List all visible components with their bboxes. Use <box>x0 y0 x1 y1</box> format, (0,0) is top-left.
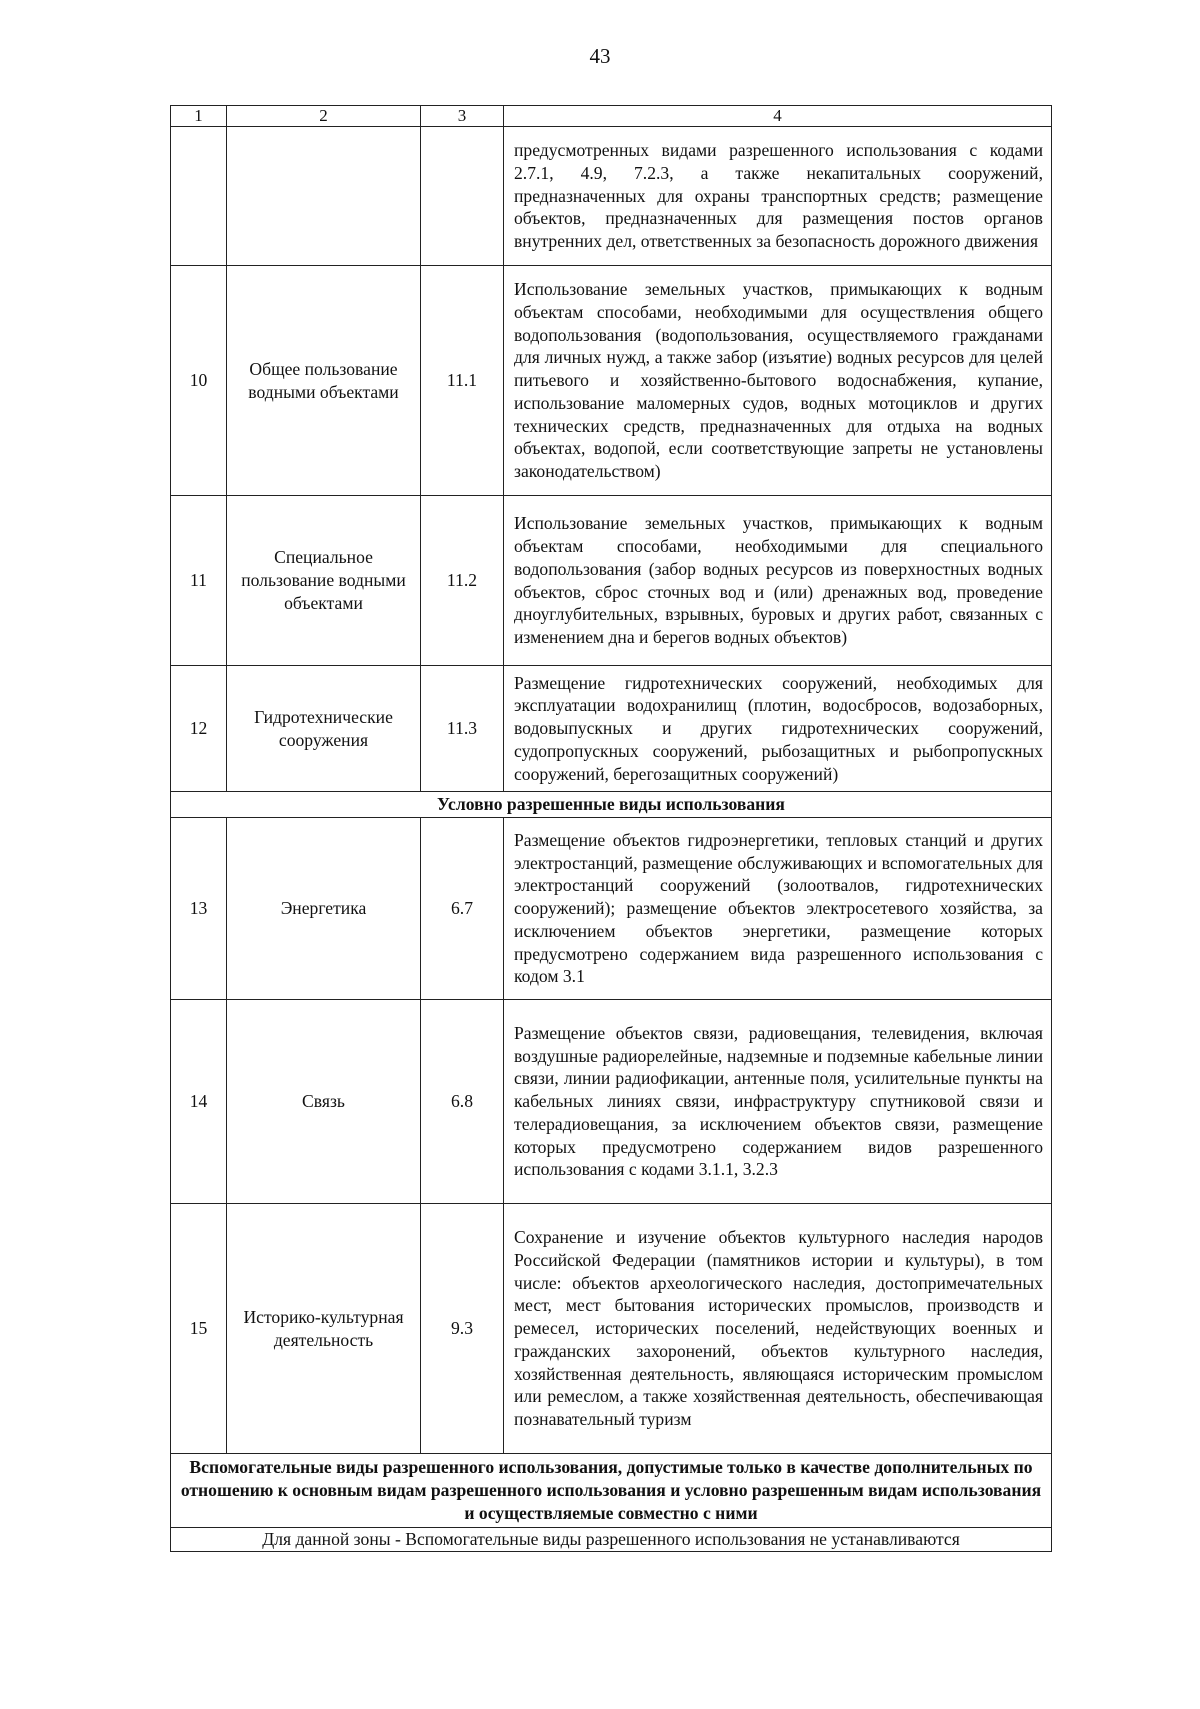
row-description: предусмотренных видами разрешенного использования с кодами 2.7.1, 4.9, 7.2.3, а также некапитальных сооружений, предназначенных для охраны транспортных средств; размещение объектов, предназначенных для размещения постов органов внутренних дел, ответственных за безопасность дорожного движения <box>504 127 1052 266</box>
row-code: 11.3 <box>421 666 504 792</box>
row-code: 6.7 <box>421 818 504 1000</box>
table-row-continued <box>171 127 1052 266</box>
row-number: 15 <box>171 1204 227 1454</box>
row-name: Специальное пользование водными объектами <box>227 496 421 666</box>
row-description: Размещение объектов связи, радиовещания, телевидения, включая воздушные радиорелейные, надземные и подземные кабельные линии связи, линии радиофикации, антенные поля, усилительные пункты на кабельных линиях связи, инфраструктуру спутниковой связи и телерадиовещания, за исключением объектов связи, размещение которых предусмотрено содержанием видов разрешенного использования с кодами 3.1.1, 3.2.3 <box>504 1000 1052 1204</box>
header-col-1: 1 <box>171 106 227 127</box>
row-name: Гидротехнические сооружения <box>227 666 421 792</box>
section-heading-row <box>171 792 1052 818</box>
table-row <box>171 266 1052 496</box>
row-description: Размещение гидротехнических сооружений, необходимых для эксплуатации водохранилищ (плотин, водосбросов, водозаборных, водовыпускных и других гидротехнических сооружений, судопропускных сооружений, рыбозащитных и рыбопропускных сооружений, берегозащитных сооружений) <box>504 666 1052 792</box>
header-col-3: 3 <box>421 106 504 127</box>
section-heading-row <box>171 1454 1052 1528</box>
row-description: Размещение объектов гидроэнергетики, тепловых станций и других электростанций, размещение обслуживающих и вспомогательных для электростанций сооружений (золоотвалов, гидротехнических сооружений); размещение объектов электросетевого хозяйства, за исключением объектов энергетики, размещение которых предусмотрено содержанием вида разрешенного использования с кодом 3.1 <box>504 818 1052 1000</box>
row-number <box>171 127 227 266</box>
row-name: Энергетика <box>227 818 421 1000</box>
row-description: Использование земельных участков, примыкающих к водным объектам способами, необходимыми для специального водопользования (забор водных ресурсов из поверхностных водных объектов, сброс сточных вод и (или) дренажных вод, проведение дноуглубительных, взрывных, буровых и других работ, связанных с изменением дна и берегов водных объектов) <box>504 496 1052 666</box>
row-number: 14 <box>171 1000 227 1204</box>
table-row <box>171 496 1052 666</box>
table-row <box>171 666 1052 792</box>
row-description: Использование земельных участков, примыкающих к водным объектам способами, необходимыми для осуществления общего водопользования (водопользования, осуществляемого гражданами для личных нужд, а также забор (изъятие) водных ресурсов для целей питьевого и хозяйственно-бытового водоснабжения, купание, использование маломерных судов, водных мотоциклов и других технических средств, предназначенных для отдыха на водных объектах, водопой, если соответствующие запреты не установлены законодательством) <box>504 266 1052 496</box>
row-number: 12 <box>171 666 227 792</box>
table-row <box>171 1000 1052 1204</box>
table-header-row <box>171 106 1052 127</box>
row-number: 11 <box>171 496 227 666</box>
table-row <box>171 1204 1052 1454</box>
section-heading-auxiliary: Вспомогательные виды разрешенного использования, допустимые только в качестве дополнительных по отношению к основным видам разрешенного использования и условно разрешенным видам использования и осуществляемые совместно с ними <box>171 1454 1052 1528</box>
row-number: 10 <box>171 266 227 496</box>
land-use-table <box>170 105 1052 1552</box>
auxiliary-note: Для данной зоны - Вспомогательные виды разрешенного использования не устанавливаются <box>171 1528 1052 1552</box>
header-col-2: 2 <box>227 106 421 127</box>
row-name <box>227 127 421 266</box>
note-row <box>171 1528 1052 1552</box>
row-number: 13 <box>171 818 227 1000</box>
row-code <box>421 127 504 266</box>
row-name: Историко-культурная деятельность <box>227 1204 421 1454</box>
row-code: 6.8 <box>421 1000 504 1204</box>
page-number: 43 <box>589 44 611 68</box>
row-name: Общее пользование водными объектами <box>227 266 421 496</box>
header-col-4: 4 <box>504 106 1052 127</box>
row-code: 9.3 <box>421 1204 504 1454</box>
row-description: Сохранение и изучение объектов культурного наследия народов Российской Федерации (памятников истории и культуры), в том числе: объектов археологического наследия, достопримечательных мест, мест бытования исторических промыслов, производств и ремесел, исторических поселений, недействующих военных и гражданских захоронений, объектов культурного наследия, хозяйственная деятельность, являющаяся историческим промыслом или ремеслом, а также хозяйственная деятельность, обеспечивающая познавательный туризм <box>504 1204 1052 1454</box>
row-code: 11.1 <box>421 266 504 496</box>
row-code: 11.2 <box>421 496 504 666</box>
row-name: Связь <box>227 1000 421 1204</box>
section-heading-conditional: Условно разрешенные виды использования <box>171 792 1052 818</box>
table-row <box>171 818 1052 1000</box>
